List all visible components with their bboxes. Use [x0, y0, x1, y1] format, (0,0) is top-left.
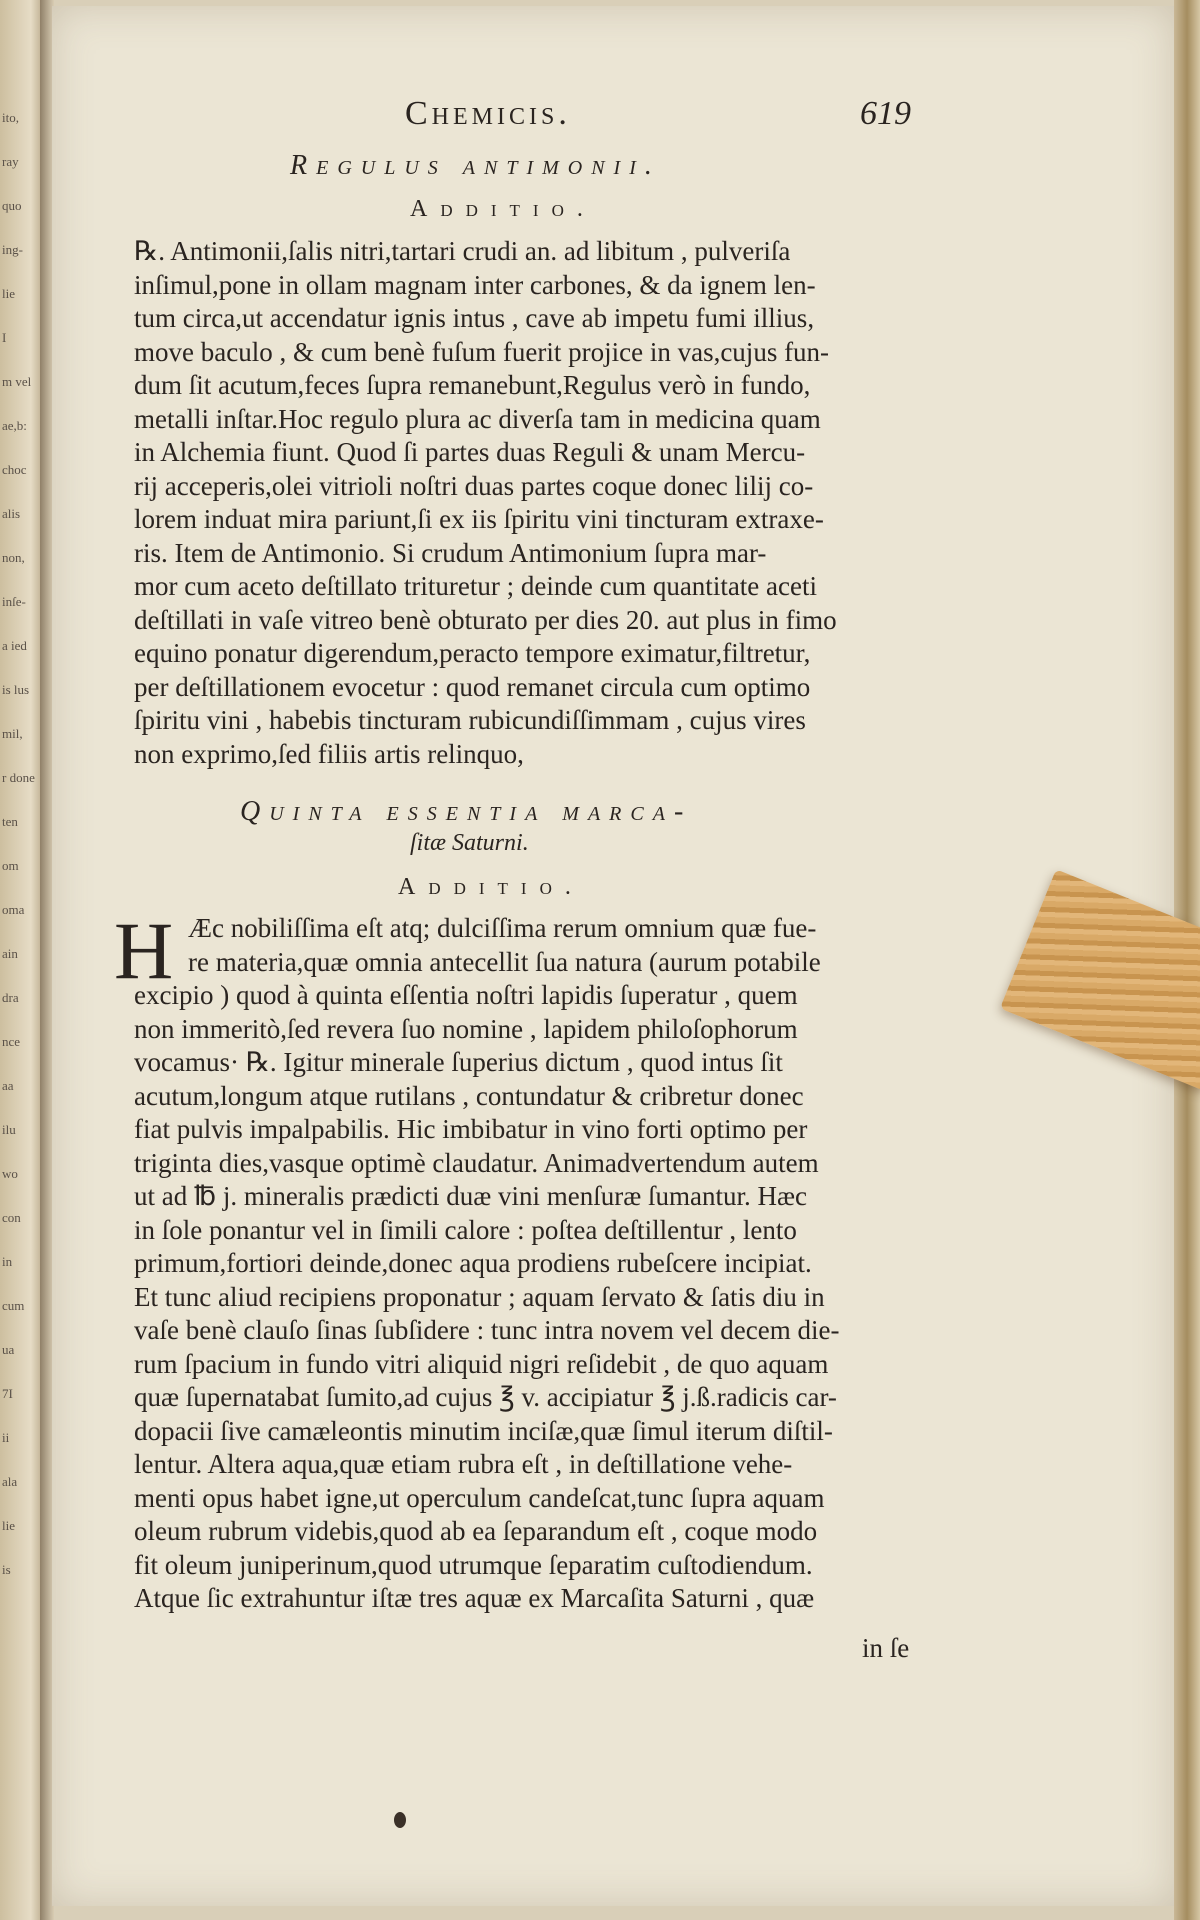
text-line: non exprimo,ſed filiis artis relinquo, [134, 738, 524, 769]
facing-page-fragment: ain [2, 946, 18, 961]
text-line: vaſe benè clauſo ſinas ſubſidere : tunc intra novem vel decem die- [134, 1315, 840, 1345]
text-line: inſimul,pone in ollam magnam inter carbones, & da ignem len- [134, 269, 816, 300]
text-line: equino ponatur digerendum,peracto tempore eximatur,filtretur, [134, 638, 811, 668]
text-line: per deſtillationem evocetur : quod remanet circula cum optimo [134, 671, 811, 702]
text-line: vocamus· ℞. Igitur minerale ſuperius dictum , quod intus ſit [134, 1047, 783, 1077]
facing-page-fragment: ala [2, 1474, 18, 1489]
facing-page-fragment: m vel [2, 374, 32, 389]
text-line: deſtillati in vaſe vitreo benè obturato per dies 20. aut plus in fimo [134, 604, 837, 635]
text-line: ut ad ℔ j. mineralis prædicti duæ vini menſuræ ſumantur. Hæc [134, 1181, 808, 1211]
text-line: fit oleum juniperinum,quod utrumque ſeparatim cuſtodiendum. [134, 1549, 813, 1580]
text-line: oleum rubrum videbis,quod ab ea ſeparandum eſt , coque modo [134, 1516, 818, 1546]
facing-page-fragment: ua [2, 1342, 15, 1357]
facing-page-fragment: is lus [2, 682, 30, 697]
text-line: metalli inſtar.Hoc regulo plura ac diverſa tam in medicina quam [134, 403, 821, 434]
facing-page-fragment: lie [2, 1518, 15, 1533]
facing-page-fragment: dra [2, 990, 19, 1005]
text-line: primum,fortiori deinde,donec aqua prodiens rubeſcere incipiat. [134, 1248, 812, 1278]
text-line: lorem induat mira pariunt,ſi ex iis ſpiritu vini tincturam extraxe- [134, 504, 824, 534]
section-subtitle-additio-2: Additio. [398, 874, 584, 900]
text-line: quæ ſupernatabat ſumito,ad cujus ℥ v. accipiatur ℥ j.ß.radicis car- [134, 1382, 837, 1412]
facing-page-fragment: is [2, 1562, 11, 1577]
facing-page-fragment: nce [2, 1034, 21, 1049]
facing-page-fragment: ing- [2, 242, 23, 257]
text-line: Atque ſic extrahuntur iſtæ tres aquæ ex Marcaſita Saturni , quæ [134, 1583, 815, 1613]
facing-page-fragment: a ied [2, 638, 27, 653]
text-line: Æc nobiliſſima eſt atq; dulciſſima rerum omnium quæ fue- [188, 913, 817, 943]
facing-page-fragment: lie [2, 286, 15, 301]
facing-page-fragment: non, [2, 550, 25, 565]
facing-page-fragment: ten [2, 814, 18, 829]
section-title-regulus: Regulus antimonii. [290, 150, 661, 181]
text-line: menti opus habet igne,ut operculum candeſcat,tunc ſupra aquam [134, 1482, 825, 1513]
text-line: ris. Item de Antimonio. Si crudum Antimonium ſupra mar- [134, 537, 767, 568]
text-line: in Alchemia fiunt. Quod ſi partes duas Reguli & unam Mercu- [134, 437, 806, 467]
facing-page-fragment: 7I [2, 1386, 13, 1401]
facing-page-fragment: ae,b: [2, 418, 27, 433]
facing-page-fragment: choc [2, 462, 27, 477]
facing-page-edge [0, 0, 44, 1920]
facing-page-fragment: r done [2, 770, 35, 785]
text-line: rij acceperis,olei vitrioli noſtri duas partes coque donec lilij co- [134, 470, 814, 501]
facing-page-fragment: inſe- [2, 594, 26, 609]
section-title-quinta-line2: ſitæ Saturni. [410, 830, 529, 856]
text-line: Et tunc aliud recipiens proponatur ; aquam ſervato & ſatis diu in [134, 1281, 825, 1312]
text-line: ſpiritu vini , habebis tincturam rubicundiſſimmam , cujus vires [134, 705, 806, 735]
text-line: triginta dies,vasque optimè claudatur. Animadvertendum autem [134, 1147, 819, 1178]
text-line: lentur. Altera aqua,quæ etiam rubra eſt , in deſtillatione vehe- [134, 1449, 793, 1479]
facing-page-fragment: alis [2, 506, 21, 521]
text-line: dum ſit acutum,feces ſupra remanebunt,Regulus verò in fundo, [134, 370, 811, 400]
text-line: acutum,longum atque rutilans , contundatur & cribretur donec [134, 1080, 804, 1111]
facing-page-fragment: quo [2, 198, 22, 213]
text-line: fiat pulvis impalpabilis. Hic imbibatur in vino forti optimo per [134, 1114, 808, 1144]
facing-page-fragment: aa [2, 1078, 14, 1093]
text-line: rum ſpacium in fundo vitri aliquid nigri reſidebit , de quo aquam [134, 1348, 829, 1379]
ink-blot [394, 1812, 406, 1828]
facing-page-fragment: ilu [2, 1122, 16, 1137]
text-line: excipio ) quod à quinta eſſentia noſtri lapidis ſuperatur , quem [134, 980, 798, 1010]
facing-page-fragment: ito, [2, 110, 19, 125]
text-line: re materia,quæ omnia antecellit ſua natura (aurum potabile [188, 946, 821, 977]
text-line: dopacii ſive camæleontis minutim inciſæ,quæ ſimul iterum diſtil- [134, 1415, 833, 1446]
facing-page-fragment: ray [2, 154, 19, 169]
facing-page-fragment: cum [2, 1298, 25, 1313]
facing-page-fragment: I [2, 330, 7, 345]
facing-page-fragment: wo [2, 1166, 18, 1181]
text-line: in ſole ponantur vel in ſimili calore : poſtea deſtillentur , lento [134, 1214, 797, 1245]
text-line: non immeritò,ſed revera ſuo nomine , lapidem philoſophorum [134, 1013, 798, 1044]
facing-page-fragment: ii [2, 1430, 10, 1445]
facing-page-fragment: mil, [2, 726, 23, 741]
facing-page-fragment: om [2, 858, 19, 873]
facing-page-fragment: oma [2, 902, 25, 917]
facing-page-fragment: con [2, 1210, 21, 1225]
text-line: move baculo , & cum benè fuſum fuerit projice in vas,cujus fun- [134, 336, 830, 367]
text-line: mor cum aceto deſtillato trituretur ; deinde cum quantitate aceti [134, 571, 817, 601]
drop-cap: H [114, 905, 174, 996]
section-subtitle-additio: Additio. [410, 196, 596, 222]
text-line: tum circa,ut accendatur ignis intus , cave ab impetu fumi illius, [134, 303, 815, 333]
text-line: ℞. Antimonii,ſalis nitri,tartari crudi an. ad libitum , pulveriſa [134, 236, 791, 266]
section-title-quinta-line1: Quinta essentia marca- [240, 796, 693, 827]
page-number: 619 [860, 95, 911, 132]
running-head: Chemicis. [405, 95, 571, 132]
facing-page-fragment: in [2, 1254, 13, 1269]
catchword: in ſe [862, 1633, 910, 1663]
